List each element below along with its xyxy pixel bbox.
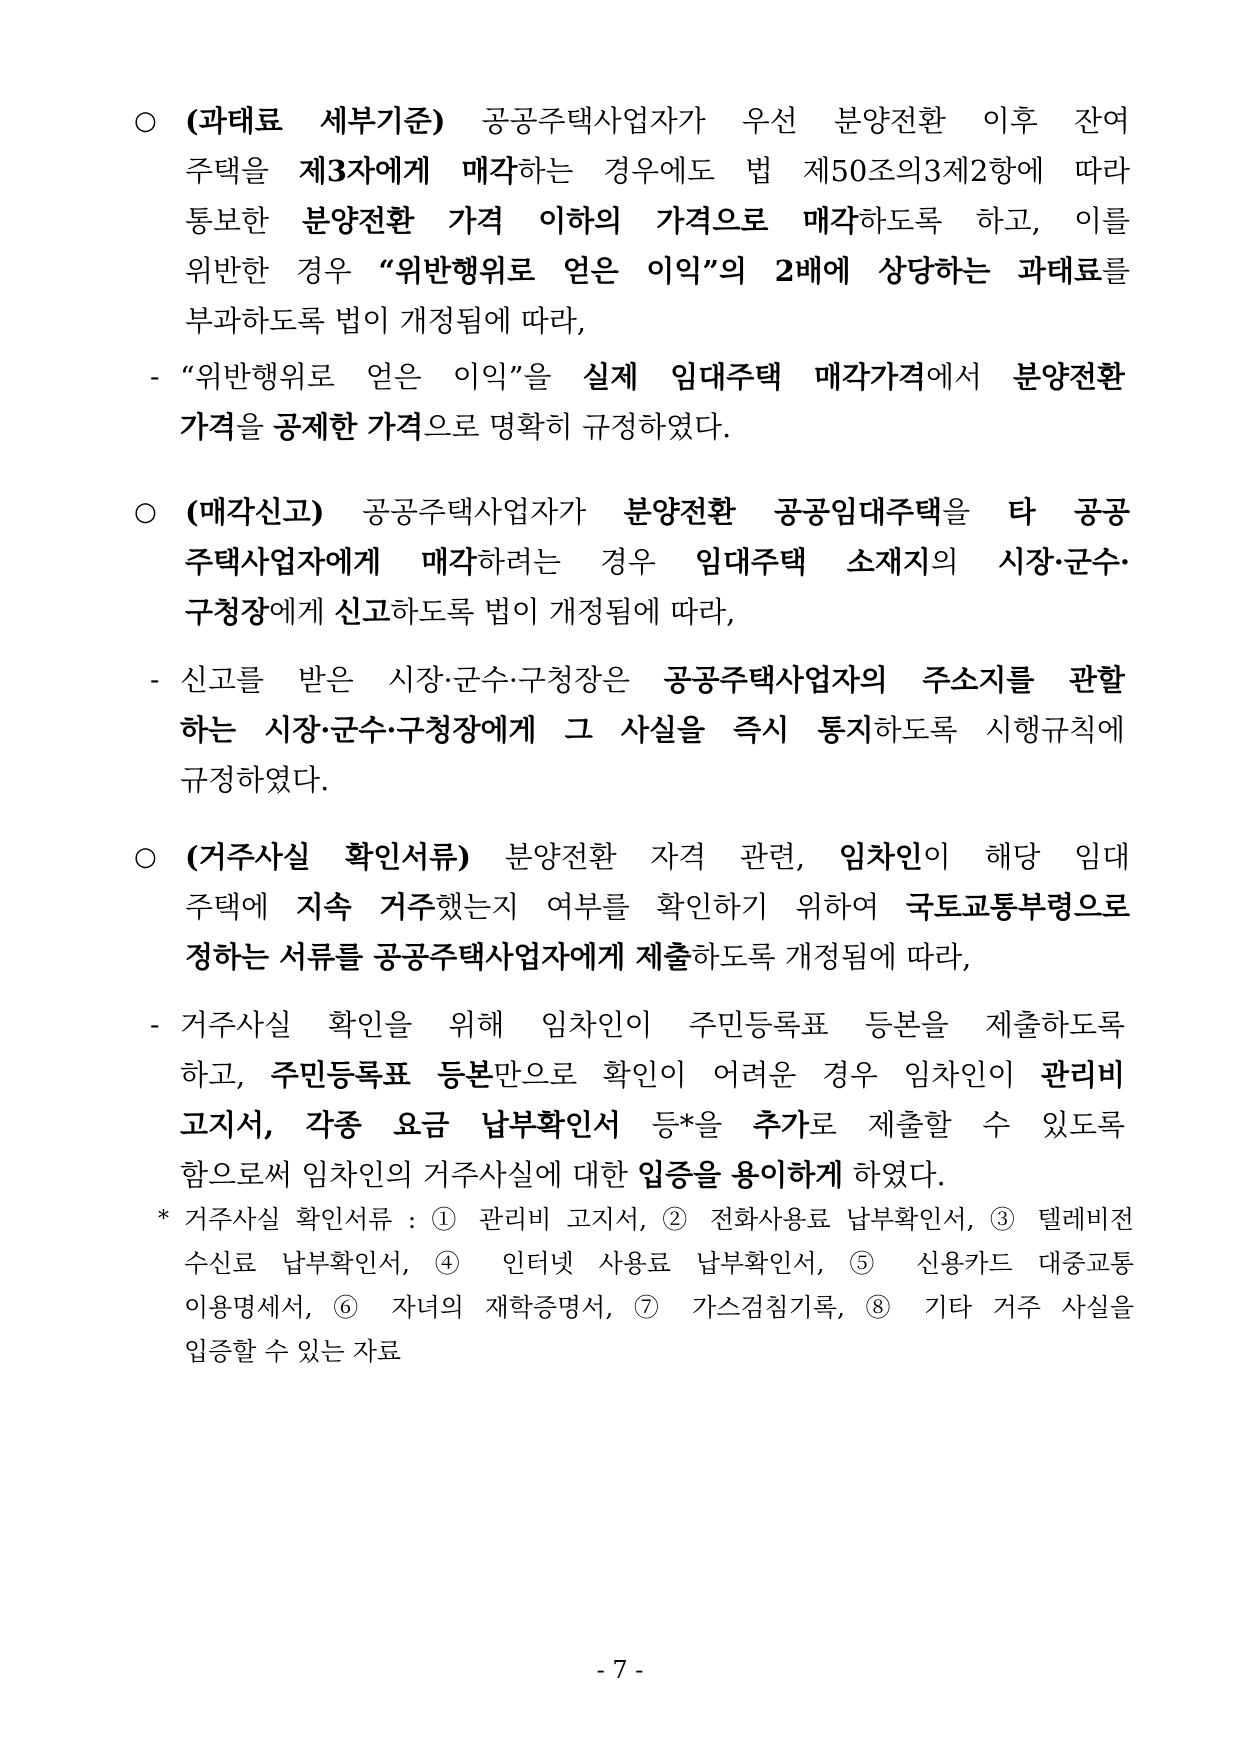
circle-paragraph [134, 96, 1134, 346]
note-paragraph [158, 1198, 1148, 1374]
text-run: 하였다. [843, 1158, 946, 1192]
paragraph-line [184, 1198, 1134, 1242]
paragraph-line [180, 352, 1125, 402]
bold-text: 입증을 용이하게 [637, 1158, 844, 1192]
paragraph-line [185, 537, 1130, 587]
paragraph-line [180, 1000, 1125, 1050]
paragraph-line [185, 196, 1130, 246]
paragraph-line [180, 1150, 1125, 1200]
bold-text: 신고 [334, 595, 391, 629]
bold-text: 가격 [180, 410, 237, 444]
dash-bullet-marker: - [150, 360, 160, 393]
text-run: 만으로 확인이 어려운 경우 임차인이 [493, 1058, 1041, 1092]
bold-text: 고지서, 각종 요금 납부확인서 [180, 1108, 621, 1142]
text-run: 공공주택사업자가 우선 분양전환 이후 잔여 [445, 104, 1130, 138]
bold-text: 제3자에게 매각 [298, 154, 518, 188]
text-run: 부과하도록 법이 개정됨에 따라, [185, 304, 587, 338]
paragraph-line [185, 587, 1130, 637]
text-run: 주택에 [185, 890, 296, 924]
paragraph-line [180, 705, 1125, 755]
bold-text: (거주사실 확인서류) [185, 840, 472, 874]
bold-text: 정하는 서류를 공공주택사업자에게 제출 [185, 940, 692, 974]
bold-text: 임대주택 소재지 [694, 545, 931, 579]
bold-text: 구청장 [185, 595, 270, 629]
circle-bullet-marker: ○ [134, 497, 157, 527]
bold-text: 분양전환 [1012, 360, 1125, 394]
bold-text: 타 공공 [1007, 495, 1130, 529]
text-run: 의 [930, 545, 998, 579]
text-run: 하도록 법이 개정됨에 따라, [390, 595, 736, 629]
bold-text: 임차인 [838, 840, 923, 874]
text-run: 거주사실 확인서류 : ① 관리비 고지서, ② 전화사용료 납부확인서, ③ 텔레비전 [184, 1205, 1134, 1234]
text-run: 에게 [269, 595, 335, 629]
paragraph-line [180, 1100, 1125, 1150]
text-run: 에서 [926, 360, 1013, 394]
bold-text: 시장·군수· [997, 545, 1130, 579]
paragraph-line [185, 296, 1130, 346]
paragraph-line [185, 487, 1130, 537]
text-run: 주택을 [185, 154, 299, 188]
bold-text: 추가 [752, 1108, 809, 1142]
text-run: 수신료 납부확인서, ④ 인터넷 사용료 납부확인서, ⑤ 신용카드 대중교통 [184, 1249, 1134, 1278]
circle-paragraph [134, 487, 1134, 637]
bold-text: 공공주택사업자의 주소지를 관할 [663, 663, 1125, 697]
circle-bullet-marker: ○ [134, 842, 157, 872]
bold-text: 관리비 [1040, 1058, 1125, 1092]
text-run: 함으로써 임차인의 거주사실에 대한 [180, 1158, 638, 1192]
paragraph-line [185, 882, 1130, 932]
text-run: 공공주택사업자가 [324, 495, 624, 529]
text-run: 하려는 경우 [476, 545, 695, 579]
text-run: 이 해당 임대 [922, 840, 1130, 874]
bold-text: “위반행위로 얻은 이익”의 2배에 상당하는 과태료 [378, 254, 1102, 288]
text-run: 했는지 여부를 확인하기 위하여 [435, 890, 906, 924]
paragraph-line [185, 246, 1130, 296]
text-run: 신고를 받은 시장·군수·구청장은 [180, 663, 664, 697]
text-run: 으로 명확히 규정하였다. [423, 410, 732, 444]
paragraph-line [180, 755, 1125, 805]
bold-text: 주택사업자에게 매각 [185, 545, 477, 579]
circle-bullet-marker: ○ [134, 106, 157, 136]
paragraph-line [185, 832, 1130, 882]
text-run: 하도록 개정됨에 따라, [691, 940, 972, 974]
text-run: 위반한 경우 [185, 254, 379, 288]
bold-text: (매각신고) [185, 495, 325, 529]
note-bullet-marker: * [158, 1207, 169, 1232]
bold-text: 실제 임대주택 매각가격 [582, 360, 927, 394]
paragraph-line [184, 1286, 1134, 1330]
paragraph-line [180, 655, 1125, 705]
text-run: 입증할 수 있는 자료 [184, 1337, 402, 1366]
text-run: 이용명세서, ⑥ 자녀의 재학증명서, ⑦ 가스검침기록, ⑧ 기타 거주 사실을 [184, 1293, 1134, 1322]
paragraph-line [180, 1050, 1125, 1100]
bold-text: (과태료 세부기준) [185, 104, 446, 138]
paragraph-line [184, 1242, 1134, 1286]
dash-paragraph [150, 352, 1140, 452]
bold-text: 공제한 가격 [273, 410, 424, 444]
circle-paragraph [134, 832, 1134, 982]
text-run: “위반행위로 얻은 이익”을 [180, 360, 583, 394]
bold-text: 주민등록표 등본 [270, 1058, 494, 1092]
text-run: 하도록 시행규칙에 [873, 713, 1125, 747]
text-run: 을 [942, 495, 1008, 529]
paragraph-line [185, 932, 1130, 982]
text-run: 등*을 [620, 1108, 753, 1142]
text-run: 분양전환 자격 관련, [471, 840, 839, 874]
text-run: 을 [236, 410, 274, 444]
bold-text: 하는 시장·군수·구청장에게 그 사실을 즉시 통지 [180, 713, 874, 747]
paragraph-line [185, 146, 1130, 196]
dash-bullet-marker: - [150, 1008, 160, 1041]
paragraph-line [180, 402, 1125, 452]
text-run: 하는 경우에도 법 제50조의3제2항에 따라 [517, 154, 1130, 188]
text-run: 하고, [180, 1058, 271, 1092]
page-number: - 7 - [596, 1656, 644, 1684]
bold-text: 분양전환 공공임대주택 [623, 495, 943, 529]
text-run: 로 제출할 수 있도록 [808, 1108, 1125, 1142]
text-run: 거주사실 확인을 위해 임차인이 주민등록표 등본을 제출하도록 [180, 1008, 1125, 1042]
bold-text: 분양전환 가격 이하의 가격으로 매각 [302, 204, 859, 238]
dash-paragraph [150, 1000, 1140, 1200]
text-run: 하도록 하고, 이를 [858, 204, 1130, 238]
text-run: 통보한 [185, 204, 303, 238]
paragraph-line [184, 1330, 1134, 1374]
bold-text: 국토교통부령으로 [905, 890, 1130, 924]
dash-paragraph [150, 655, 1140, 805]
dash-bullet-marker: - [150, 663, 160, 696]
bold-text: 지속 거주 [295, 890, 436, 924]
paragraph-line [185, 96, 1130, 146]
text-run: 를 [1101, 254, 1130, 288]
text-run: 규정하였다. [180, 763, 330, 797]
